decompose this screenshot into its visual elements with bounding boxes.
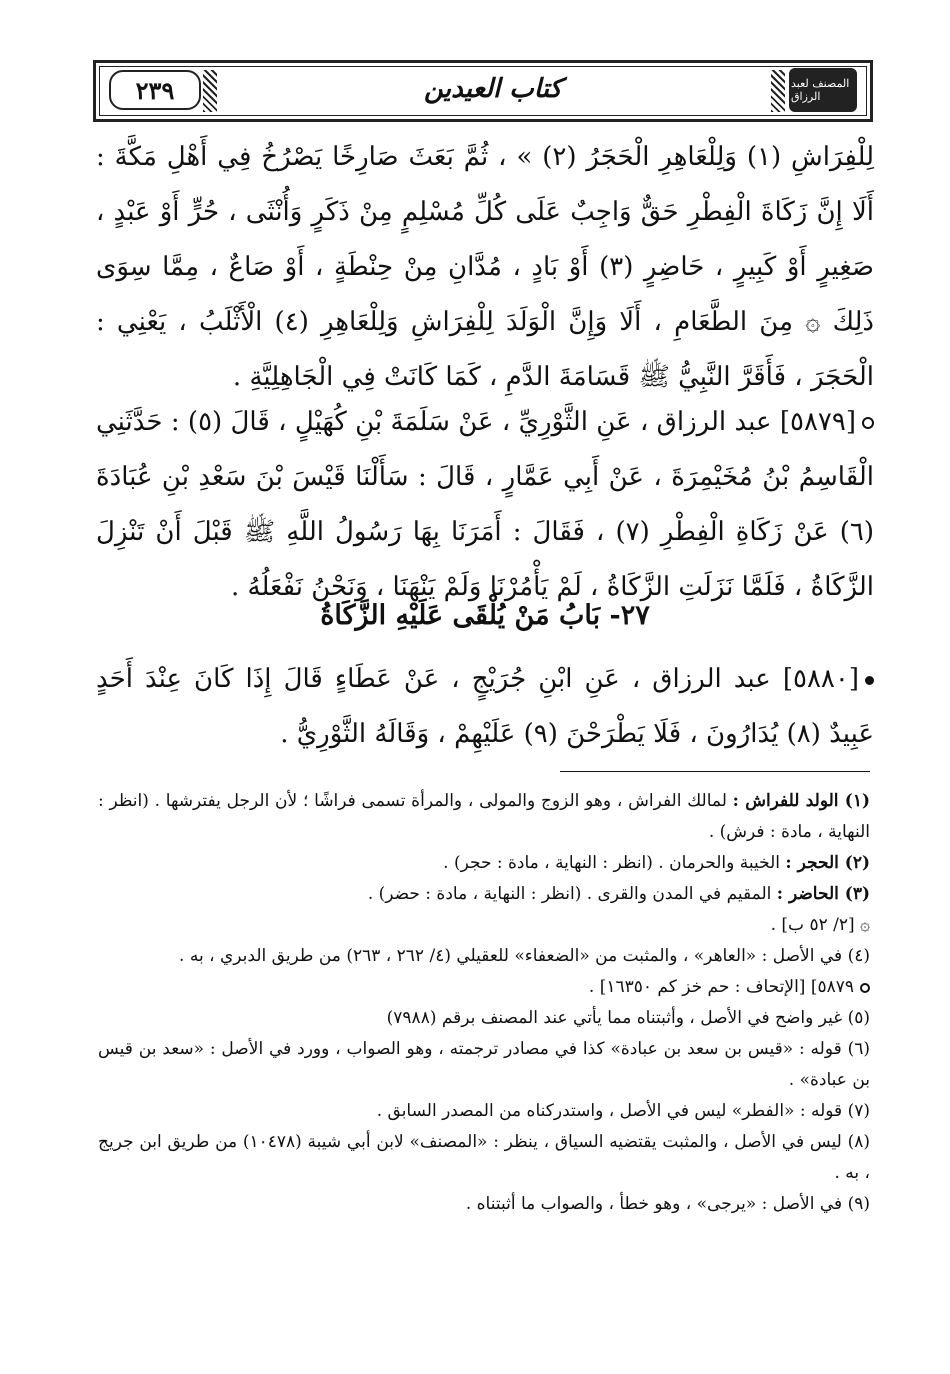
hollow-circle-icon — [862, 417, 874, 429]
book-logo — [789, 68, 857, 112]
page-number-box — [109, 70, 201, 110]
footnote-divider — [560, 771, 870, 772]
paragraph-3 — [96, 652, 874, 762]
footnote — [98, 941, 870, 972]
filled-circle-icon — [865, 676, 874, 685]
footnote — [98, 910, 870, 941]
footnote — [98, 1127, 870, 1189]
book-chapter-title: كتاب العيدين — [424, 74, 562, 104]
footnote-term: (٣) الحاضر : — [776, 884, 870, 904]
paragraph-1 — [96, 130, 874, 405]
hollow-circle-icon — [860, 983, 870, 993]
page-number: ٢٣٩ — [135, 75, 175, 105]
ornament-icon — [203, 70, 217, 112]
footnote — [98, 1003, 870, 1034]
paragraph-2 — [96, 395, 874, 615]
page-header — [93, 60, 873, 122]
footnote — [98, 848, 870, 879]
footnote — [98, 786, 870, 848]
footnote-term: (١) الولد للفراش : — [732, 791, 871, 811]
footnote-text: (٨) ليس في الأصل ، والمثبت يقتضيه السياق ، ينظر : «المصنف» لابن أبي شيبة (١٠٤٧٨) من طريق ابن جريج ، به . — [98, 1132, 870, 1183]
footnote — [98, 972, 870, 1003]
footnote-text: المقيم في المدن والقرى . (انظر : النهاية ، مادة : حضر) . — [367, 884, 777, 904]
footnote-text: (٩) في الأصل : «يرجى» ، وهو خطأ ، والصواب ما أثبتناه . — [465, 1194, 870, 1214]
paragraph-2-wrap — [96, 395, 874, 615]
footnote — [98, 1189, 870, 1220]
footnote-text: الخيبة والحرمان . (انظر : النهاية ، مادة : حجر) . — [443, 853, 786, 873]
paragraph-3-wrap — [96, 652, 874, 762]
footnote-text: (٧) قوله : «الفطر» ليس في الأصل ، واستدركناه من المصدر السابق . — [376, 1101, 870, 1121]
footnote-text: لمالك الفراش ، وهو الزوج والمولى ، والمرأة تسمى فراشًا ؛ لأن الرجل يفترشها . (انظر : النهاية ، مادة : فرش) . — [98, 791, 870, 842]
running-title — [343, 70, 643, 108]
footnote-text: ٥٨٧٩] [الإتحاف : حم خز كم ١٦٣٥٠] . — [588, 977, 854, 997]
paragraph-text: [٥٨٨٠] عبد الرزاق ، عَنِ ابْنِ جُرَيْجٍ ، عَنْ عَطَاءٍ قَالَ إِذَا كَانَ عِنْدَ أَحَدٍ عَبِيدٌ (٨) يُدَارُونَ ، فَلَا يَطْرَحْنَ (٩) عَلَيْهِمْ ، وَقَالَهُ الثَّوْرِيُّ . — [96, 664, 874, 749]
ornament-icon — [771, 70, 785, 112]
paragraph-text: [٥٨٧٩] عبد الرزاق ، عَنِ الثَّوْرِيِّ ، عَنْ سَلَمَةَ بْنِ كُهَيْلٍ ، قَالَ (٥) : حَدَّثَنِي الْقَاسِمُ بْنُ مُخَيْمِرَةَ ، عَنْ أَبِي عَمَّارٍ ، قَالَ : سَأَلْنَا قَيْسَ بْنَ سَعْدِ بْنِ عُبَادَةَ (٦) عَنْ زَكَاةِ الْفِطْرِ (٧) ، فَقَالَ : أَمَرَنَا بِهَا رَسُولُ اللَّهِ ﷺ قَبْلَ أَنْ تَنْزِلَ الزَّكَاةُ ، فَلَمَّا نَزَلَتِ الزَّكَاةُ ، لَمْ يَأْمُرْنَا وَلَمْ يَنْهَنَا ، وَنَحْنُ نَفْعَلُهُ . — [96, 407, 874, 602]
footnotes — [98, 786, 870, 1220]
logo-text: المصنف لعبد الرزاق — [791, 77, 850, 103]
footnote — [98, 879, 870, 910]
paragraph-text: لِلْفِرَاشِ (١) وَلِلْعَاهِرِ الْحَجَرُ (٢) » ، ثُمَّ بَعَثَ صَارِخًا يَصْرُخُ فِي أَهْلِ مَكَّةَ : أَلَا إِنَّ زَكَاةَ الْفِطْرِ حَقٌّ وَاجِبٌ عَلَى كُلِّ مُسْلِمٍ مِنْ ذَكَرٍ وَأُنْثَى ، حُرٍّ أَوْ عَبْدٍ ، صَغِيرٍ أَوْ كَبِيرٍ ، حَاضِرٍ (٣) أَوْ بَادٍ ، مُدَّانِ مِنْ حِنْطَةٍ ، أَوْ صَاعٌ ، مِمَّا سِوَى ذَلِكَ ۞ مِنَ الطَّعَامِ ، أَلَا وَإِنَّ الْوَلَدَ لِلْفِرَاشِ وَلِلْعَاهِرِ (٤) الْأَثْلَبُ ، يَعْنِي : الْحَجَرَ ، فَأَقَرَّ النَّبِيُّ ﷺ قَسَامَةَ الدَّمِ ، كَمَا كَانَتْ فِي الْجَاهِلِيَّةِ . — [96, 142, 875, 392]
footnote — [98, 1096, 870, 1127]
footnote-text: (٦) قوله : «قيس بن سعد بن عبادة» كذا في مصادر ترجمته ، وهو الصواب ، وورد في الأصل : «سعد بن قيس بن عبادة» . — [98, 1039, 870, 1090]
section-heading: ٢٧- بَابُ مَنْ يُلْقَى عَلَيْهِ الزَّكَاةُ — [320, 600, 650, 631]
footnote-text: (٥) غير واضح في الأصل ، وأثبتناه مما يأتي عند المصنف برقم (٧٩٨٨) — [386, 1008, 870, 1028]
footnote — [98, 1034, 870, 1096]
footnote-text: ۞ [٢/ ٥٢ ب] . — [770, 915, 870, 935]
footnote-text: (٤) في الأصل : «العاهر» ، والمثبت من «الضعفاء» للعقيلي (٤/ ٢٦٢ ، ٢٦٣) من طريق الدبري ، به . — [179, 946, 870, 966]
footnote-term: (٢) الحجر : — [785, 853, 870, 873]
